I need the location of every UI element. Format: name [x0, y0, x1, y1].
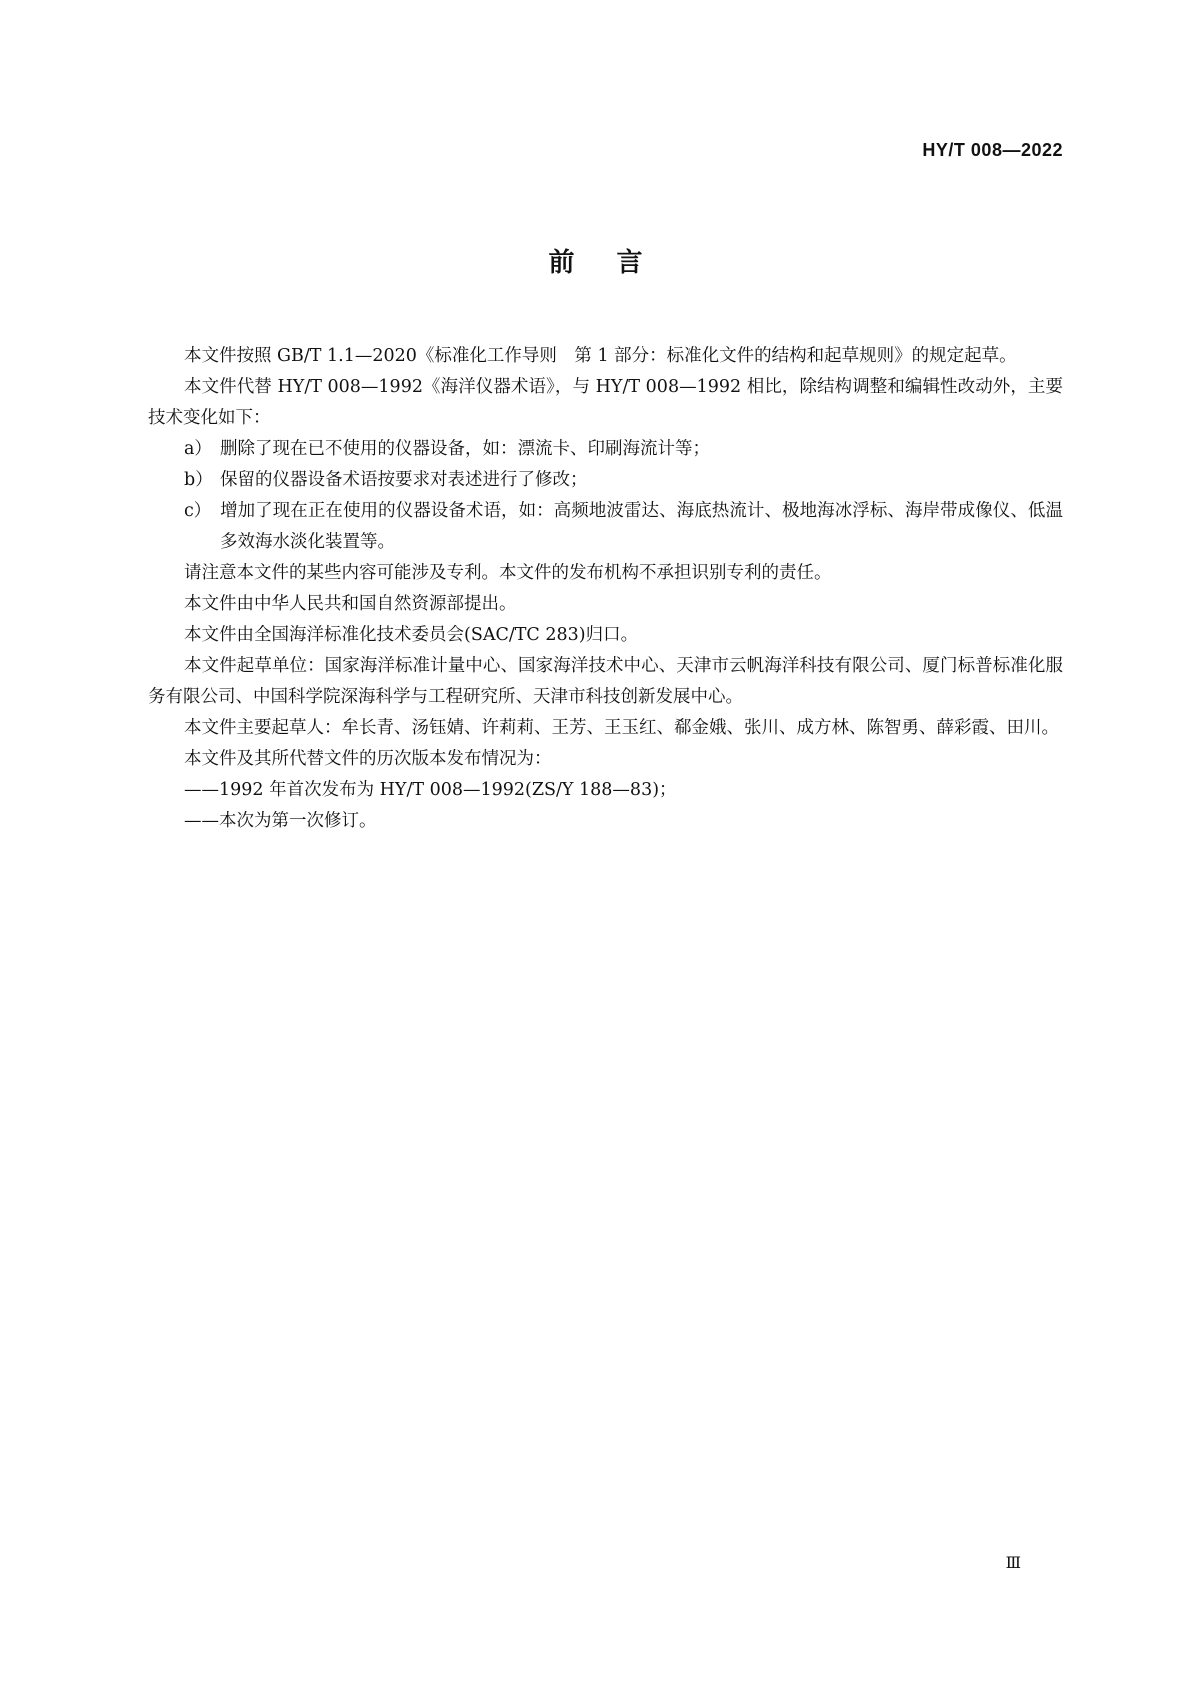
paragraph-drafting-basis: 本文件按照 GB/T 1.1—2020《标准化工作导则 第 1 部分：标准化文件的结构和起草规则》的规定起草。: [184, 346, 1017, 366]
history-item: ——1992 年首次发布为 HY/T 008—1992(ZS/Y 188—83)；: [184, 780, 677, 800]
page-title: 前言: [548, 248, 685, 278]
paragraph-patent-notice: 请注意本文件的某些内容可能涉及专利。本文件的发布机构不承担识别专利的责任。: [184, 563, 832, 583]
list-item: [148, 465, 1063, 496]
page-number: Ⅲ: [1005, 1553, 1021, 1572]
paragraph-drafting-units: 本文件起草单位：国家海洋标准计量中心、国家海洋技术中心、天津市云帆海洋科技有限公司、厦门标普标准化服务有限公司、中国科学院深海科学与工程研究所、天津市科技创新发展中心。: [148, 656, 1063, 707]
list-marker: c）: [184, 501, 212, 521]
list-item-text: 增加了现在正在使用的仪器设备术语，如：高频地波雷达、海底热流计、极地海冰浮标、海岸带成像仪、低温多效海水淡化装置等。: [220, 501, 1063, 552]
list-item-text: 保留的仪器设备术语按要求对表述进行了修改；: [220, 470, 588, 490]
paragraph-replacement: 本文件代替 HY/T 008—1992《海洋仪器术语》，与 HY/T 008—1992 相比，除结构调整和编辑性改动外，主要技术变化如下：: [148, 377, 1063, 428]
paragraph-history-intro: 本文件及其所代替文件的历次版本发布情况为：: [184, 749, 552, 769]
document-body: [148, 341, 1063, 837]
list-item-text: 删除了现在已不使用的仪器设备，如：漂流卡、印刷海流计等；: [220, 439, 710, 459]
list-marker: b）: [184, 470, 213, 490]
list-item: [148, 496, 1063, 558]
paragraph-committee: 本文件由全国海洋标准化技术委员会(SAC/TC 283)归口。: [184, 625, 639, 645]
paragraph-proposer: 本文件由中华人民共和国自然资源部提出。: [184, 594, 517, 614]
list-item: [148, 434, 1063, 465]
document-code: HY/T 008—2022: [922, 140, 1063, 160]
paragraph-drafters: 本文件主要起草人：牟长青、汤钰婧、许莉莉、王芳、王玉红、郗金娥、张川、成方林、陈智勇、薛彩霞、田川。: [184, 718, 1059, 738]
history-item: ——本次为第一次修订。: [184, 811, 377, 831]
list-marker: a）: [184, 439, 212, 459]
